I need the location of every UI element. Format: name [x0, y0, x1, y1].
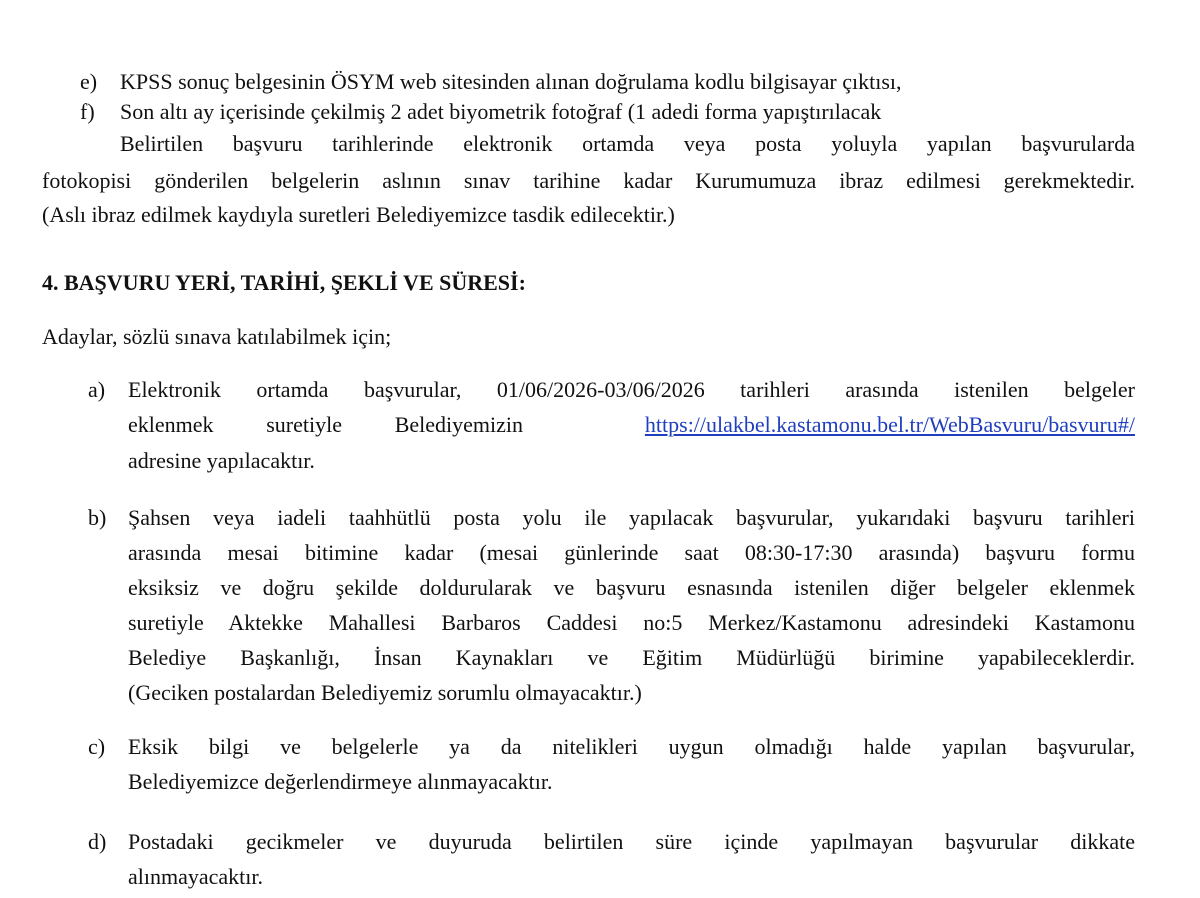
list-marker-d: d): [88, 829, 107, 854]
list-marker-e: e): [80, 69, 98, 94]
item-d-line-1: Postadaki gecikmeler ve duyuruda belirtilen süre içinde yapılmayan başvurular dikkate: [128, 829, 1135, 854]
note-paragraph-line-3: (Aslı ibraz edilmek kaydıyla suretleri Belediyemizce tasdik edilecektir.): [42, 202, 675, 227]
item-a-line-2: [128, 410, 1135, 440]
item-b-line-3: eksiksiz ve doğru şekilde doldurularak ve başvuru esnasında istenilen diğer belgeler eklenmek: [128, 575, 1135, 600]
item-a-line-3: adresine yapılacaktır.: [128, 448, 315, 473]
list-item-e-text: KPSS sonuç belgesinin ÖSYM web sitesinden alınan doğrulama kodlu bilgisayar çıktısı,: [120, 69, 902, 94]
item-b-line-6: (Geciken postalardan Belediyemiz sorumlu olmayacaktır.): [128, 680, 642, 705]
item-d-line-2: alınmayacaktır.: [128, 864, 263, 889]
item-b-line-4: suretiyle Aktekke Mahallesi Barbaros Caddesi no:5 Merkez/Kastamonu adresindeki Kastamonu: [128, 610, 1135, 635]
list-marker-b: b): [88, 505, 107, 530]
item-b-line-5: Belediye Başkanlığı, İnsan Kaynakları ve Eğitim Müdürlüğü birimine yapabileceklerdir.: [128, 645, 1135, 670]
item-b-line-1: Şahsen veya iadeli taahhütlü posta yolu ile yapılacak başvurular, yukarıdaki başvuru tarihleri: [128, 505, 1135, 530]
section-intro: Adaylar, sözlü sınava katılabilmek için;: [42, 324, 392, 349]
list-marker-a: a): [88, 377, 106, 402]
list-item-f-text: Son altı ay içerisinde çekilmiş 2 adet biyometrik fotoğraf (1 adedi forma yapıştırılacak: [120, 99, 882, 124]
list-marker-c: c): [88, 734, 106, 759]
item-a-line-2-text: eklenmek suretiyle Belediyemizin: [128, 412, 523, 437]
item-a-line-1: Elektronik ortamda başvurular, 01/06/2026-03/06/2026 tarihleri arasında istenilen belgeler: [128, 377, 1135, 402]
note-paragraph-line-1: Belirtilen başvuru tarihlerinde elektronik ortamda veya posta yoluyla yapılan başvurularda: [120, 131, 1135, 156]
item-c-line-2: Belediyemizce değerlendirmeye alınmayacaktır.: [128, 769, 553, 794]
list-marker-f: f): [80, 99, 95, 124]
application-url-link[interactable]: https://ulakbel.kastamonu.bel.tr/WebBasvuru/basvuru#/: [644, 412, 1135, 437]
section-heading: 4. BAŞVURU YERİ, TARİHİ, ŞEKLİ VE SÜRESİ:: [42, 270, 526, 295]
item-c-line-1: Eksik bilgi ve belgelerle ya da nitelikleri uygun olmadığı halde yapılan başvurular,: [128, 734, 1135, 759]
item-b-line-2: arasında mesai bitimine kadar (mesai günlerinde saat 08:30-17:30 arasında) başvuru formu: [128, 540, 1135, 565]
note-paragraph-line-2: fotokopisi gönderilen belgelerin aslının sınav tarihine kadar Kurumumuza ibraz edilmesi gerekmektedir.: [42, 168, 1135, 193]
